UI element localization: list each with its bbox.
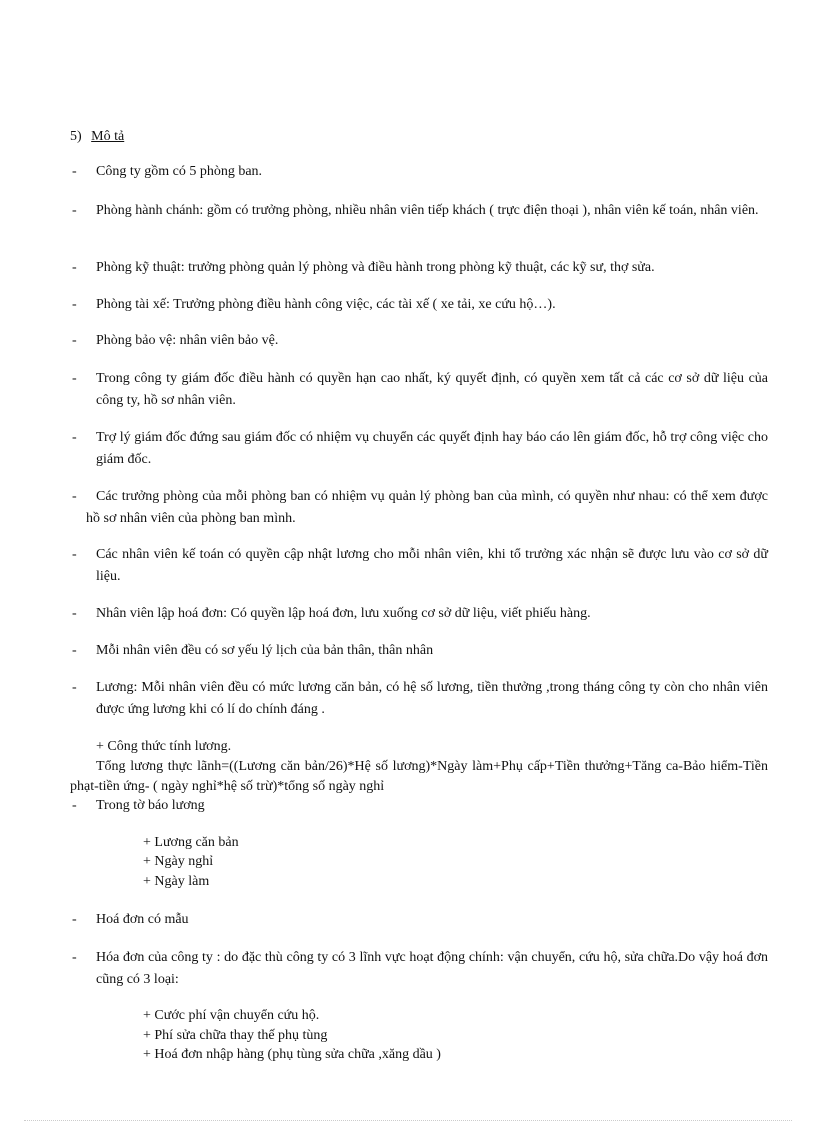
bullet: - bbox=[72, 333, 77, 348]
section-title: Mô tả bbox=[91, 129, 125, 144]
invoice-type: + Hoá đơn nhập hàng (phụ tùng sửa chữa ,xăng dầu ) bbox=[143, 1047, 441, 1062]
list-item bbox=[70, 909, 768, 931]
item-text: Hóa đơn của công ty : do đặc thù công ty có 3 lĩnh vực hoạt động chính: vận chuyển, cứu hộ, sửa chữa.Do vậy hoá đơn cũng có 3 loại: bbox=[96, 950, 768, 987]
list-item bbox=[70, 294, 768, 316]
item-text: Các nhân viên kế toán có quyền cập nhật lương cho mỗi nhân viên, khi tổ trưởng xác nhận sẽ được lưu vào cơ sở dữ liệu. bbox=[96, 547, 768, 584]
bullet: - bbox=[72, 606, 77, 621]
list-item bbox=[70, 947, 768, 991]
item-text: Mỗi nhân viên đều có sơ yếu lý lịch của bản thân, thân nhân bbox=[96, 643, 434, 658]
bullet: - bbox=[72, 912, 77, 927]
list-item bbox=[70, 603, 768, 625]
payslip-field: + Ngày làm bbox=[143, 874, 210, 889]
bullet: - bbox=[72, 643, 77, 658]
formula-label: + Công thức tính lương. bbox=[96, 739, 232, 754]
item-text: Phòng hành chánh: gồm có trưởng phòng, nhiều nhân viên tiếp khách ( trực điện thoại ), nhân viên kế toán, nhân viên. bbox=[96, 203, 759, 218]
invoice-type: + Cước phí vận chuyển cứu hộ. bbox=[143, 1008, 320, 1023]
payslip-field: + Ngày nghỉ bbox=[143, 854, 214, 869]
bullet: - bbox=[72, 297, 77, 312]
item-text: Các trưởng phòng của mỗi phòng ban có nhiệm vụ quản lý phòng ban của mình, có quyền như nhau: có thể xem được hồ sơ nhân viên của phòng ban mình. bbox=[86, 489, 768, 526]
payslip-label: Trong tờ báo lương bbox=[96, 798, 205, 813]
bullet: - bbox=[72, 371, 77, 386]
payslip-field: + Lương căn bản bbox=[143, 835, 239, 850]
item-text: Nhân viên lập hoá đơn: Có quyền lập hoá đơn, lưu xuống cơ sở dữ liệu, viết phiếu hàng. bbox=[96, 606, 591, 621]
item-text: Hoá đơn có mẫu bbox=[96, 912, 189, 927]
bullet: - bbox=[72, 489, 77, 504]
item-text: Công ty gồm có 5 phòng ban. bbox=[96, 164, 263, 179]
item-text: Phòng tài xế: Trưởng phòng điều hành công việc, các tài xế ( xe tải, xe cứu hộ…). bbox=[96, 297, 556, 312]
list-item bbox=[70, 161, 768, 183]
section-heading bbox=[70, 126, 768, 148]
bullet: - bbox=[72, 798, 77, 813]
list-item bbox=[70, 796, 768, 816]
list-item bbox=[70, 368, 768, 412]
item-text: Lương: Mỗi nhân viên đều có mức lương căn bản, có hệ số lương, tiền thưởng ,trong tháng công ty còn cho nhân viên được ứng lương khi có lí do chính đáng . bbox=[96, 680, 768, 717]
bullet: - bbox=[72, 164, 77, 179]
item-text: Phòng kỹ thuật: trưởng phòng quản lý phòng và điều hành trong phòng kỹ thuật, các kỹ sư, thợ sửa. bbox=[96, 260, 655, 275]
bullet: - bbox=[72, 680, 77, 695]
list-item bbox=[70, 677, 768, 721]
bullet: - bbox=[72, 203, 77, 218]
bullet: - bbox=[72, 430, 77, 445]
list-item bbox=[70, 486, 768, 530]
page-border bbox=[24, 1120, 792, 1121]
bullet: - bbox=[72, 260, 77, 275]
list-item bbox=[70, 200, 768, 222]
bullet: - bbox=[72, 950, 77, 965]
list-item bbox=[70, 330, 768, 352]
item-text: Trợ lý giám đốc đứng sau giám đốc có nhiệm vụ chuyển các quyết định hay báo cáo lên giám đốc, hỗ trợ công việc cho giám đốc. bbox=[96, 430, 768, 467]
section-number: 5) bbox=[70, 129, 82, 144]
list-item bbox=[70, 544, 768, 588]
list-item bbox=[70, 257, 768, 279]
formula-text: Tổng lương thực lãnh=((Lương căn bản/26)*Hệ số lương)*Ngày làm+Phụ cấp+Tiền thưởng+Tăng ca-Bảo hiểm-Tiền phạt-tiền ứng- ( ngày nghỉ*hệ số trừ)*tổng số ngày nghỉ bbox=[70, 759, 768, 794]
invoice-type: + Phí sửa chữa thay thế phụ tùng bbox=[143, 1028, 328, 1043]
item-text: Trong công ty giám đốc điều hành có quyền hạn cao nhất, ký quyết định, có quyền xem tất cả các cơ sở dữ liệu của công ty, hồ sơ nhân viên. bbox=[96, 371, 768, 408]
list-item bbox=[70, 427, 768, 471]
item-text: Phòng bảo vệ: nhân viên bảo vệ. bbox=[96, 333, 279, 348]
bullet: - bbox=[72, 547, 77, 562]
list-item bbox=[70, 640, 768, 662]
